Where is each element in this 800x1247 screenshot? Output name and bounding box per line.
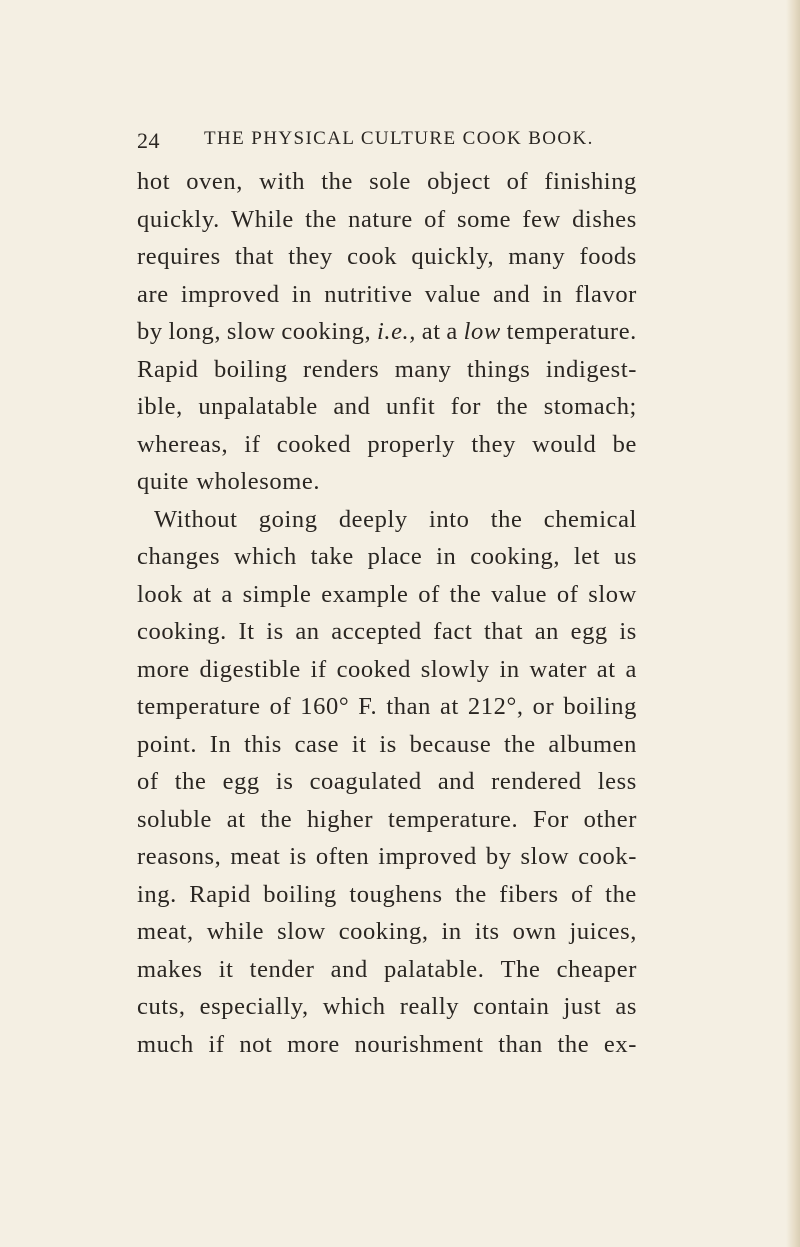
text-line: soluble at the higher temperature. For other (137, 805, 637, 833)
text-line: ible, unpalatable and unfit for the stomach; (137, 393, 637, 420)
page-number: 24 (137, 128, 160, 153)
text-line: meat, while slow cooking, in its own juices, (137, 918, 637, 945)
text-line: cooking. It is an accepted fact that an egg is (137, 618, 637, 645)
text-line: ing. Rapid boiling toughens the fibers of the (137, 880, 637, 908)
text-line: much if not more nourishment than the ex- (137, 1030, 637, 1058)
page-edge-shadow (786, 0, 800, 1247)
text-line: quickly. While the nature of some few dishes (137, 205, 637, 233)
text-line: cuts, especially, which really contain just as (137, 993, 637, 1020)
text-line: Rapid boiling renders many things indigest- (137, 355, 637, 383)
text-line: temperature of 160° F. than at 212°, or boiling (137, 693, 637, 720)
text-line: are improved in nutritive value and in flavor (137, 280, 637, 308)
text-line: of the egg is coagulated and rendered less (137, 768, 637, 795)
text-line: look at a simple example of the value of slow (137, 580, 637, 608)
text-line: hot oven, with the sole object of finishing (137, 168, 637, 195)
text-line: makes it tender and palatable. The cheaper (137, 955, 637, 983)
text-line: by long, slow cooking, i.e., at a low temperature. (137, 318, 637, 345)
text-line: whereas, if cooked properly they would be (137, 430, 637, 458)
paragraph-2 (137, 501, 637, 1064)
text-line: reasons, meat is often improved by slow cook- (137, 843, 637, 870)
text-line: more digestible if cooked slowly in water at a (137, 655, 637, 683)
running-head (137, 128, 637, 158)
paragraph-1 (137, 163, 637, 501)
text-line: quite wholesome. (137, 468, 321, 495)
text-line: changes which take place in cooking, let us (137, 543, 637, 570)
text-line: point. In this case it is because the albumen (137, 730, 637, 758)
body-text (137, 163, 637, 1063)
text-line: Without going deeply into the chemical (154, 505, 637, 533)
text-line: requires that they cook quickly, many foods (137, 243, 637, 270)
running-title: THE PHYSICAL CULTURE COOK BOOK. (204, 128, 594, 149)
